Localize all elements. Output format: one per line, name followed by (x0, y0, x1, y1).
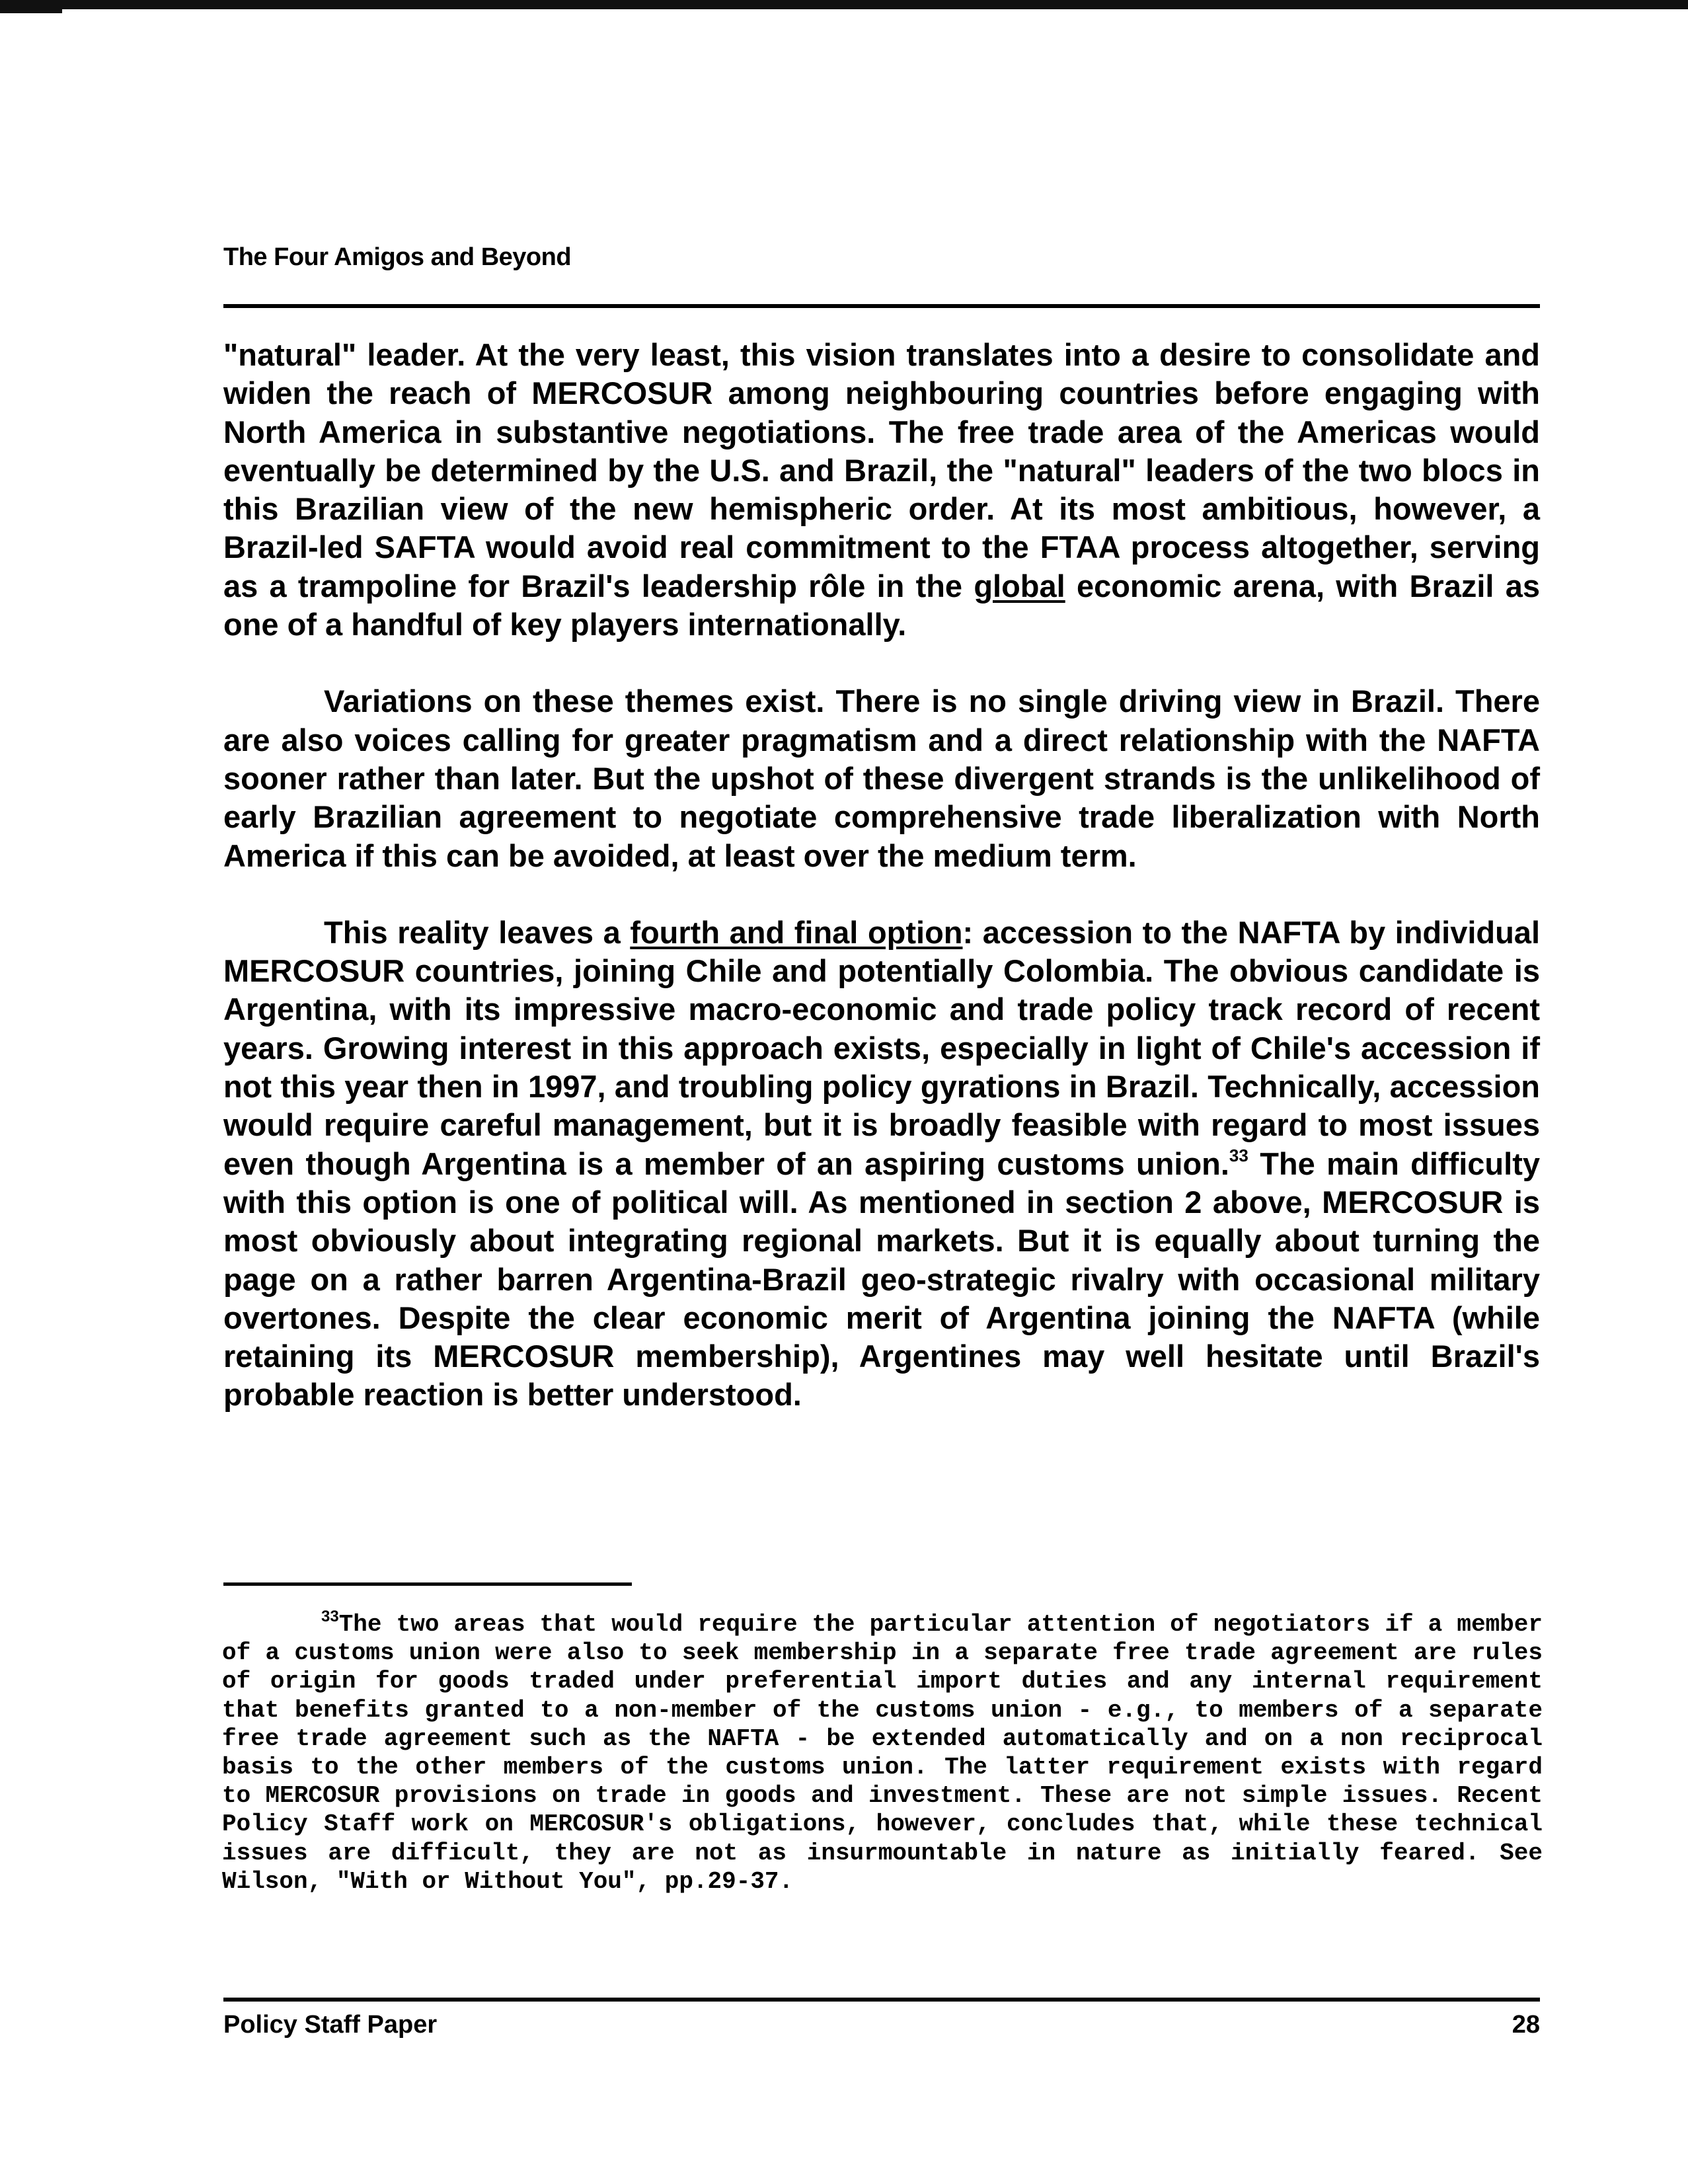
footnote-33 (222, 1610, 1543, 1896)
footer-label: Policy Staff Paper (223, 2011, 438, 2039)
page-number: 28 (1512, 2011, 1540, 2039)
header-rule (223, 304, 1540, 308)
footnote-number: 33 (321, 1608, 339, 1625)
paragraph-1 (223, 336, 1540, 644)
running-header: The Four Amigos and Beyond (223, 243, 572, 271)
paragraph-1-text-b: economic arena, with Brazil as one of a handful of key players internationally. (223, 568, 1540, 643)
paragraph-3 (223, 914, 1540, 1415)
footnote-text: The two areas that would require the particular attention of negotiators if a member of a customs union were also to seek membership in a separate free trade agreement are rules of origin for goods traded under preferential import duties and any internal requirement that benefits granted to a non-member of the customs union - e.g., to members of a separate free trade agreement such as the NAFTA - be extended automatically and on a non reciprocal basis to the other members of the customs union. The latter requirement exists with regard to MERCOSUR provisions on trade in goods and investment. These are not simple issues. Recent Policy Staff work on MERCOSUR's obligations, however, concludes that, while these technical issues are difficult, they are not as insurmountable in nature as initially feared. See Wilson, "With or Without You", pp.29-37. (222, 1611, 1543, 1895)
scan-top-border-notch (0, 8, 62, 13)
emphasis-global: global (974, 568, 1065, 604)
emphasis-fourth-option: fourth and final option (630, 914, 963, 950)
body-text (223, 336, 1540, 1415)
paragraph-2-text: Variations on these themes exist. There is no single driving view in Brazil. There are also voices calling for greater pragmatism and a direct relationship with the NAFTA sooner rather than later. But the upshot of these divergent strands is the unlikelihood of early Brazilian agreement to negotiate comprehensive trade liberalization with North America if this can be avoided, at least over the medium term. (223, 683, 1540, 873)
footnote-reference[interactable]: 33 (1229, 1145, 1248, 1165)
footnote (222, 1610, 1543, 1896)
paragraph-3-text-c: The main difficulty with this option is one of political will. As mentioned in section 2 above, MERCOSUR is most obviously about integrating regional markets. But it is equally about turning the page on a rather barren Argentina-Brazil geo-strategic rivalry with occasional military overtones. Despite the clear economic merit of Argentina joining the NAFTA (while retaining its MERCOSUR membership), Argentines may well hesitate until Brazil's probable reaction is better understood. (223, 1146, 1540, 1413)
scan-top-border (0, 0, 1688, 9)
paragraph-2 (223, 682, 1540, 875)
paragraph-3-text-b: : accession to the NAFTA by individual MERCOSUR countries, joining Chile and potentially Colombia. The obvious candidate is Argentina, with its impressive macro-economic and trade policy track record of recent years. Growing interest in this approach exists, especially in light of Chile's accession if not this year then in 1997, and troubling policy gyrations in Brazil. Technically, accession would require careful management, but it is broadly feasible with regard to most issues even though Argentina is a member of an aspiring customs union. (223, 914, 1541, 1181)
running-footer (223, 2011, 1540, 2039)
footnote-separator (223, 1582, 632, 1586)
paragraph-3-text-a: This reality leaves a (324, 914, 631, 950)
paragraph-1-text-a: "natural" leader. At the very least, this vision translates into a desire to consolidate and widen the reach of MERCOSUR among neighbouring countries before engaging with North America in substantive negotiations. The free trade area of the Americas would eventually be determined by the U.S. and Brazil, the "natural" leaders of the two blocs in this Brazilian view of the new hemispheric order. At its most ambitious, however, a Brazil-led SAFTA would avoid real commitment to the FTAA process altogether, serving as a trampoline for Brazil's leadership rôle in the (223, 337, 1540, 604)
footer-rule (223, 1998, 1540, 2002)
